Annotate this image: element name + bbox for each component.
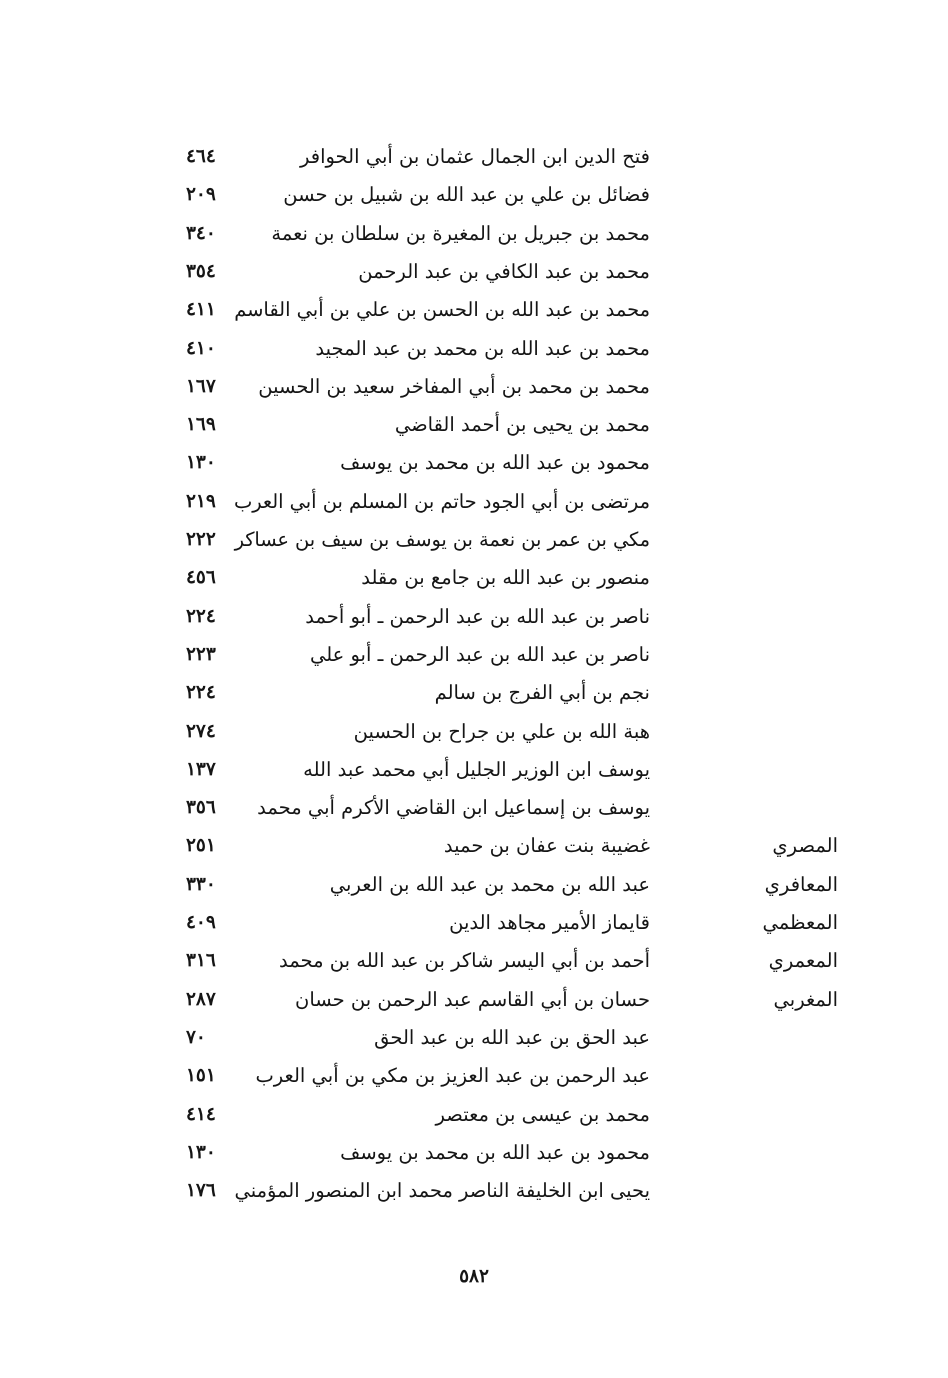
- entry-page-ref: ١٣٠: [186, 452, 216, 474]
- index-entry: [0, 981, 948, 1019]
- entry-name: محمد بن عبد الله بن محمد بن عبد المجيد: [315, 336, 650, 360]
- nisba-heading: المعظمي: [762, 911, 838, 934]
- entry-page-ref: ٢٢٣: [186, 643, 216, 665]
- index-entry: [0, 636, 948, 674]
- entry-page-ref: ٢١٩: [186, 490, 216, 512]
- entry-page-ref: ٤١٠: [186, 337, 216, 359]
- entry-name: فتح الدين ابن الجمال عثمان بن أبي الحوافر: [299, 145, 650, 168]
- entry-page-ref: ٤٦٤: [186, 146, 216, 167]
- index-entry: [0, 789, 948, 827]
- entry-page-ref: ٢٢٤: [186, 605, 216, 627]
- entry-name: عبد الحق بن عبد الله بن عبد الحق: [374, 1025, 650, 1049]
- entry-page-ref: ٤٥٦: [186, 567, 216, 589]
- entry-page-ref: ٣٥٦: [186, 797, 216, 819]
- entry-page-ref: ٣٣٠: [186, 873, 216, 895]
- index-entry: [0, 1096, 948, 1134]
- entry-page-ref: ٣١٦: [186, 950, 216, 972]
- entry-name: محمد بن محمد بن أبي المفاخر سعيد بن الحسين: [258, 374, 650, 398]
- index-entry: [0, 1172, 948, 1210]
- entry-page-ref: ١٥١: [186, 1065, 216, 1087]
- entry-name: مكي بن عمر بن نعمة بن يوسف بن سيف بن عساكر: [234, 528, 650, 551]
- index-entry: [0, 406, 948, 444]
- entry-name: عبد الرحمن بن عبد العزيز بن مكي بن أبي العرب: [255, 1064, 650, 1088]
- entry-name: قايماز الأمير مجاهد الدين: [449, 911, 650, 934]
- entry-page-ref: ٢٢٢: [186, 529, 216, 550]
- nisba-heading: المصري: [772, 834, 838, 858]
- entry-name: محمود بن عبد الله بن محمد بن يوسف: [340, 451, 650, 475]
- index-entry: [0, 713, 948, 751]
- entry-name: ناصر بن عبد الله بن عبد الرحمن ـ أبو أحمد: [305, 604, 650, 628]
- entry-page-ref: ٤٠٩: [186, 912, 216, 933]
- entry-page-ref: ٢٥١: [186, 835, 216, 857]
- entry-page-ref: ١٦٩: [186, 414, 216, 436]
- entry-name: حسان بن أبي القاسم عبد الرحمن بن حسان: [295, 987, 650, 1011]
- entry-name: عبد الله بن محمد بن عبد الله بن العربي: [329, 872, 650, 896]
- entry-name: محمد بن يحيى بن أحمد القاضي: [394, 413, 650, 437]
- entry-page-ref: ٣٥٤: [186, 260, 216, 282]
- entry-name: يوسف ابن الوزير الجليل أبي محمد عبد الله: [303, 757, 650, 781]
- entry-page-ref: ٧٠: [186, 1026, 206, 1048]
- entry-page-ref: ٢٠٩: [186, 184, 216, 206]
- entry-page-ref: ١٣٧: [186, 758, 216, 780]
- index-entry: [0, 215, 948, 253]
- entry-name: يوسف بن إسماعيل ابن القاضي الأكرم أبي محمد: [257, 796, 650, 820]
- entry-page-ref: ٢٧٤: [186, 720, 216, 742]
- index-entry: [0, 904, 948, 942]
- index-entry: [0, 330, 948, 368]
- index-entry: [0, 1019, 948, 1057]
- entry-name: يحيى ابن الخليفة الناصر محمد ابن المنصور المؤمني: [234, 1179, 650, 1203]
- entry-name: غضيبة بنت عفان بن حميد: [443, 834, 650, 858]
- index-entry: [0, 866, 948, 904]
- index-entry: [0, 827, 948, 865]
- entry-name: محمد بن عبد الله بن الحسن بن علي بن أبي القاسم: [234, 298, 650, 322]
- index-entry: [0, 674, 948, 712]
- entry-page-ref: ١٣٠: [186, 1141, 216, 1163]
- entry-name: هبة الله بن علي بن جراح بن الحسين: [353, 719, 650, 743]
- entry-page-ref: ٢٨٧: [186, 988, 216, 1010]
- nisba-heading: المغربي: [773, 987, 838, 1011]
- index-entry: [0, 368, 948, 406]
- entry-page-ref: ١٧٦: [186, 1180, 216, 1202]
- entry-name: فضائل بن علي بن عبد الله بن شبيل بن حسن: [283, 183, 650, 207]
- entry-page-ref: ١٦٧: [186, 375, 216, 397]
- index-entry: [0, 291, 948, 329]
- entry-page-ref: ٢٢٤: [186, 682, 216, 704]
- entry-name: محمود بن عبد الله بن محمد بن يوسف: [340, 1140, 650, 1164]
- index-entry: [0, 521, 948, 559]
- entry-name: أحمد بن أبي اليسر شاكر بن عبد الله بن محمد: [279, 949, 650, 973]
- index-entry: [0, 1057, 948, 1095]
- index-entry: [0, 942, 948, 980]
- entry-name: محمد بن جبريل بن المغيرة بن سلطان بن نعمة: [271, 221, 650, 245]
- index-entry: [0, 483, 948, 521]
- entry-name: منصور بن عبد الله بن جامع بن مقلد: [361, 566, 650, 590]
- index-entry: [0, 253, 948, 291]
- index-entry: [0, 598, 948, 636]
- page-number: ٥٨٢: [459, 1266, 489, 1287]
- index-entry: [0, 176, 948, 214]
- index-entry: [0, 1134, 948, 1172]
- entry-name: نجم بن أبي الفرج بن سالم: [434, 681, 650, 705]
- entry-name: مرتضى بن أبي الجود حاتم بن المسلم بن أبي العرب: [233, 489, 650, 513]
- entry-name: محمد بن عيسى بن معتصر: [435, 1102, 650, 1126]
- entry-page-ref: ٤١١: [186, 299, 216, 321]
- entry-name: ناصر بن عبد الله بن عبد الرحمن ـ أبو علي: [309, 642, 650, 666]
- nisba-heading: المعمري: [768, 949, 838, 973]
- index-entry: [0, 751, 948, 789]
- index-entry: [0, 444, 948, 482]
- entry-name: محمد بن عبد الكافي بن عبد الرحمن: [358, 259, 650, 283]
- nisba-heading: المعافري: [764, 872, 838, 896]
- index-entry: [0, 559, 948, 597]
- entry-page-ref: ٣٤٠: [186, 222, 216, 244]
- entry-page-ref: ٤١٤: [186, 1103, 216, 1125]
- index-entry: [0, 138, 948, 176]
